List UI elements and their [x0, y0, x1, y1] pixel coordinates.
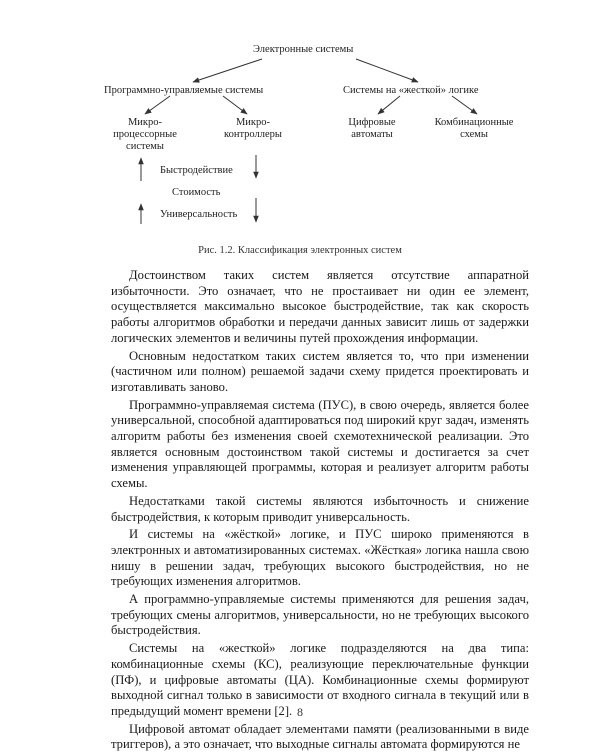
- node-microprocessor-systems: [110, 117, 180, 153]
- paragraph: А программно-управляемые системы применяются для решения задач, требующих смены алгоритмов, универсальности, но не требующих высокого быстродействия.: [111, 592, 529, 638]
- node-root: Электронные системы: [253, 44, 354, 55]
- node-program-controlled: Программно-управляемые системы: [104, 85, 264, 96]
- arrow-left-micro2: [223, 96, 247, 114]
- node-microcontrollers: [213, 117, 293, 141]
- paragraph: Системы на «жесткой» логике подразделяются на два типа: комбинационные схемы (КС), реализующие переключательные функции (ПФ), и цифровые автоматы (ЦА). Комбинационные схемы формируют выходной сигнал только в зависимости от входного сигнала в текущий или в предыдущий момент времени [2].: [111, 641, 529, 718]
- node-combo-line-2: схемы: [460, 129, 488, 140]
- node-microcontrollers-line-1: Микро-: [235, 117, 271, 128]
- paragraph: Цифровой автомат обладает элементами памяти (реализованными в виде триггеров), а это означает, что выходные сигналы автомата формируются не: [111, 721, 529, 752]
- arrow-root-left: [193, 59, 262, 82]
- page-number: 8: [297, 705, 303, 719]
- paragraph: Программно-управляемая система (ПУС), в свою очередь, является более универсальной, способной адаптироваться под широкий круг задач, изменять алгоритм работы без изменения своей схемотехнической реализации. Это является основным достоинством такой системы и достигается за счет изменения управляющей программы, которая и реализует алгоритм работы схемы.: [111, 397, 529, 491]
- node-digital-automata: [332, 117, 412, 141]
- arrow-left-micro1: [145, 96, 170, 114]
- node-microprocessor-line-2: процессорные: [113, 129, 177, 140]
- body-text: [111, 268, 529, 755]
- arrow-right-digital: [378, 96, 400, 114]
- arrow-root-right: [356, 59, 418, 82]
- node-hardwired: Системы на «жесткой» логике: [343, 85, 479, 96]
- arrow-right-combo: [452, 96, 477, 114]
- node-combinational-circuits: [424, 117, 524, 141]
- figure-caption: Рис. 1.2. Классификация электронных систем: [198, 245, 402, 256]
- node-microprocessor-line-3: системы: [126, 141, 164, 152]
- paragraph: Основным недостатком таких систем является то, что при изменении (частичном или полном) решаемой задачи схему придется проектировать и изготавливать заново.: [111, 348, 529, 394]
- classification-diagram: [0, 0, 600, 245]
- node-digital-line-2: автоматы: [351, 129, 393, 140]
- criterion-speed: Быстродействие: [160, 165, 233, 176]
- node-combo-line-1: Комбинационные: [434, 117, 514, 128]
- criterion-cost: Стоимость: [172, 187, 221, 198]
- paragraph: Недостатками такой системы являются избыточность и снижение быстродействия, к которым приводит универсальность.: [111, 493, 529, 524]
- node-digital-line-1: Цифровые: [348, 117, 396, 128]
- criterion-universality: Универсальность: [160, 209, 238, 220]
- node-microcontrollers-line-2: контроллеры: [224, 129, 282, 140]
- paragraph: Достоинством таких систем является отсутствие аппаратной избыточности. Это означает, что не простаивает ни один ее элемент, осуществляется максимально высокое быстродействие, так как скорость работы алгоритмов обработки и передачи данных зависит лишь от задержки логических элементов и величины путей прохождения информации.: [111, 268, 529, 345]
- node-microprocessor-line-1: Микро-: [127, 117, 163, 128]
- paragraph: И системы на «жёсткой» логике, и ПУС широко применяются в электронных и автоматизированных системах. «Жёсткая» логика нашла свою нишу в решении задач, требующих высокого быстродействия, но не требующих изменения алгоритмов.: [111, 527, 529, 589]
